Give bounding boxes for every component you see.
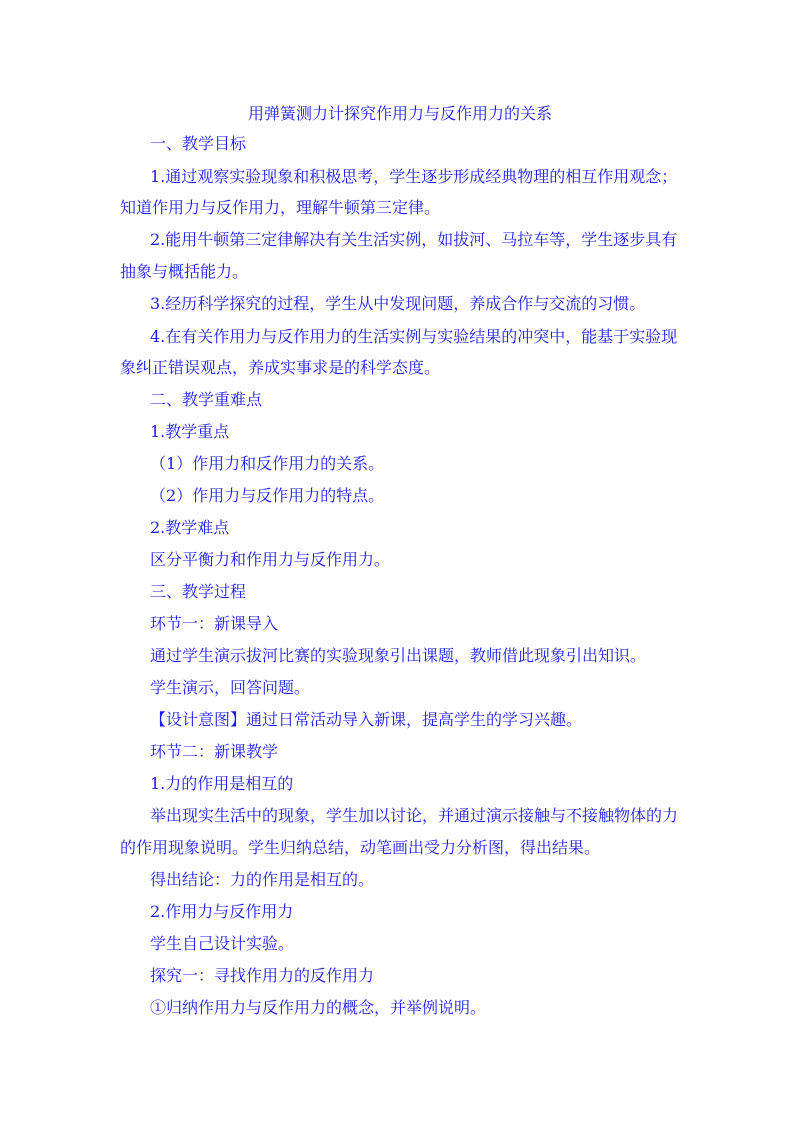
paragraph-line: 知道作用力与反作用力，理解牛顿第三定律。 (120, 198, 441, 217)
paragraph-line: ①归纳作用力与反作用力的概念，并举例说明。 (150, 998, 487, 1017)
section-heading-process: 三、教学过程 (150, 582, 247, 601)
design-intent-line: 【设计意图】通过日常活动导入新课，提高学生的学习兴趣。 (150, 710, 583, 729)
section-heading-key-points: 二、教学重难点 (150, 390, 263, 409)
subheading: 探究一：寻找作用力的反作用力 (150, 966, 375, 985)
subheading: 2.作用力与反作用力 (150, 902, 294, 921)
paragraph-line: 1.通过观察实验现象和积极思考，学生逐步形成经典物理的相互作用观念； (150, 167, 678, 186)
subheading: 1.力的作用是相互的 (150, 774, 294, 793)
paragraph-line: 区分平衡力和作用力与反作用力。 (150, 550, 391, 569)
subheading: 2.教学难点 (150, 518, 230, 537)
paragraph-line: 学生自己设计实验。 (150, 934, 295, 953)
paragraph-line: 的作用现象说明。学生归纳总结，动笔画出受力分析图，得出结果。 (120, 838, 601, 857)
document-title: 用弹簧测力计探究作用力与反作用力的关系 (247, 104, 552, 123)
subheading: 1.教学重点 (150, 422, 230, 441)
list-item: （1）作用力和反作用力的关系。 (150, 454, 385, 473)
paragraph-line: 象纠正错误观点，养成实事求是的科学态度。 (120, 358, 441, 377)
subheading: 环节二：新课教学 (150, 742, 279, 761)
paragraph-line: 4.在有关作用力与反作用力的生活实例与实验结果的冲突中，能基于实验现 (150, 327, 678, 346)
paragraph-line: 2.能用牛顿第三定律解决有关生活实例，如拔河、马拉车等，学生逐步具有 (150, 230, 678, 249)
paragraph-line: 学生演示，回答问题。 (150, 678, 311, 697)
paragraph-line: 举出现实生活中的现象，学生加以讨论，并通过演示接触与不接触物体的力 (150, 806, 679, 825)
paragraph-line: 抽象与概括能力。 (120, 262, 249, 281)
paragraph-line: 通过学生演示拔河比赛的实验现象引出课题，教师借此现象引出知识。 (150, 646, 647, 665)
subheading: 环节一：新课导入 (150, 614, 279, 633)
section-heading-objectives: 一、教学目标 (150, 134, 247, 153)
paragraph-line: 得出结论：力的作用是相互的。 (150, 870, 375, 889)
paragraph-line: 3.经历科学探究的过程，学生从中发现问题，养成合作与交流的习惯。 (150, 294, 646, 313)
list-item: （2）作用力与反作用力的特点。 (150, 486, 385, 505)
